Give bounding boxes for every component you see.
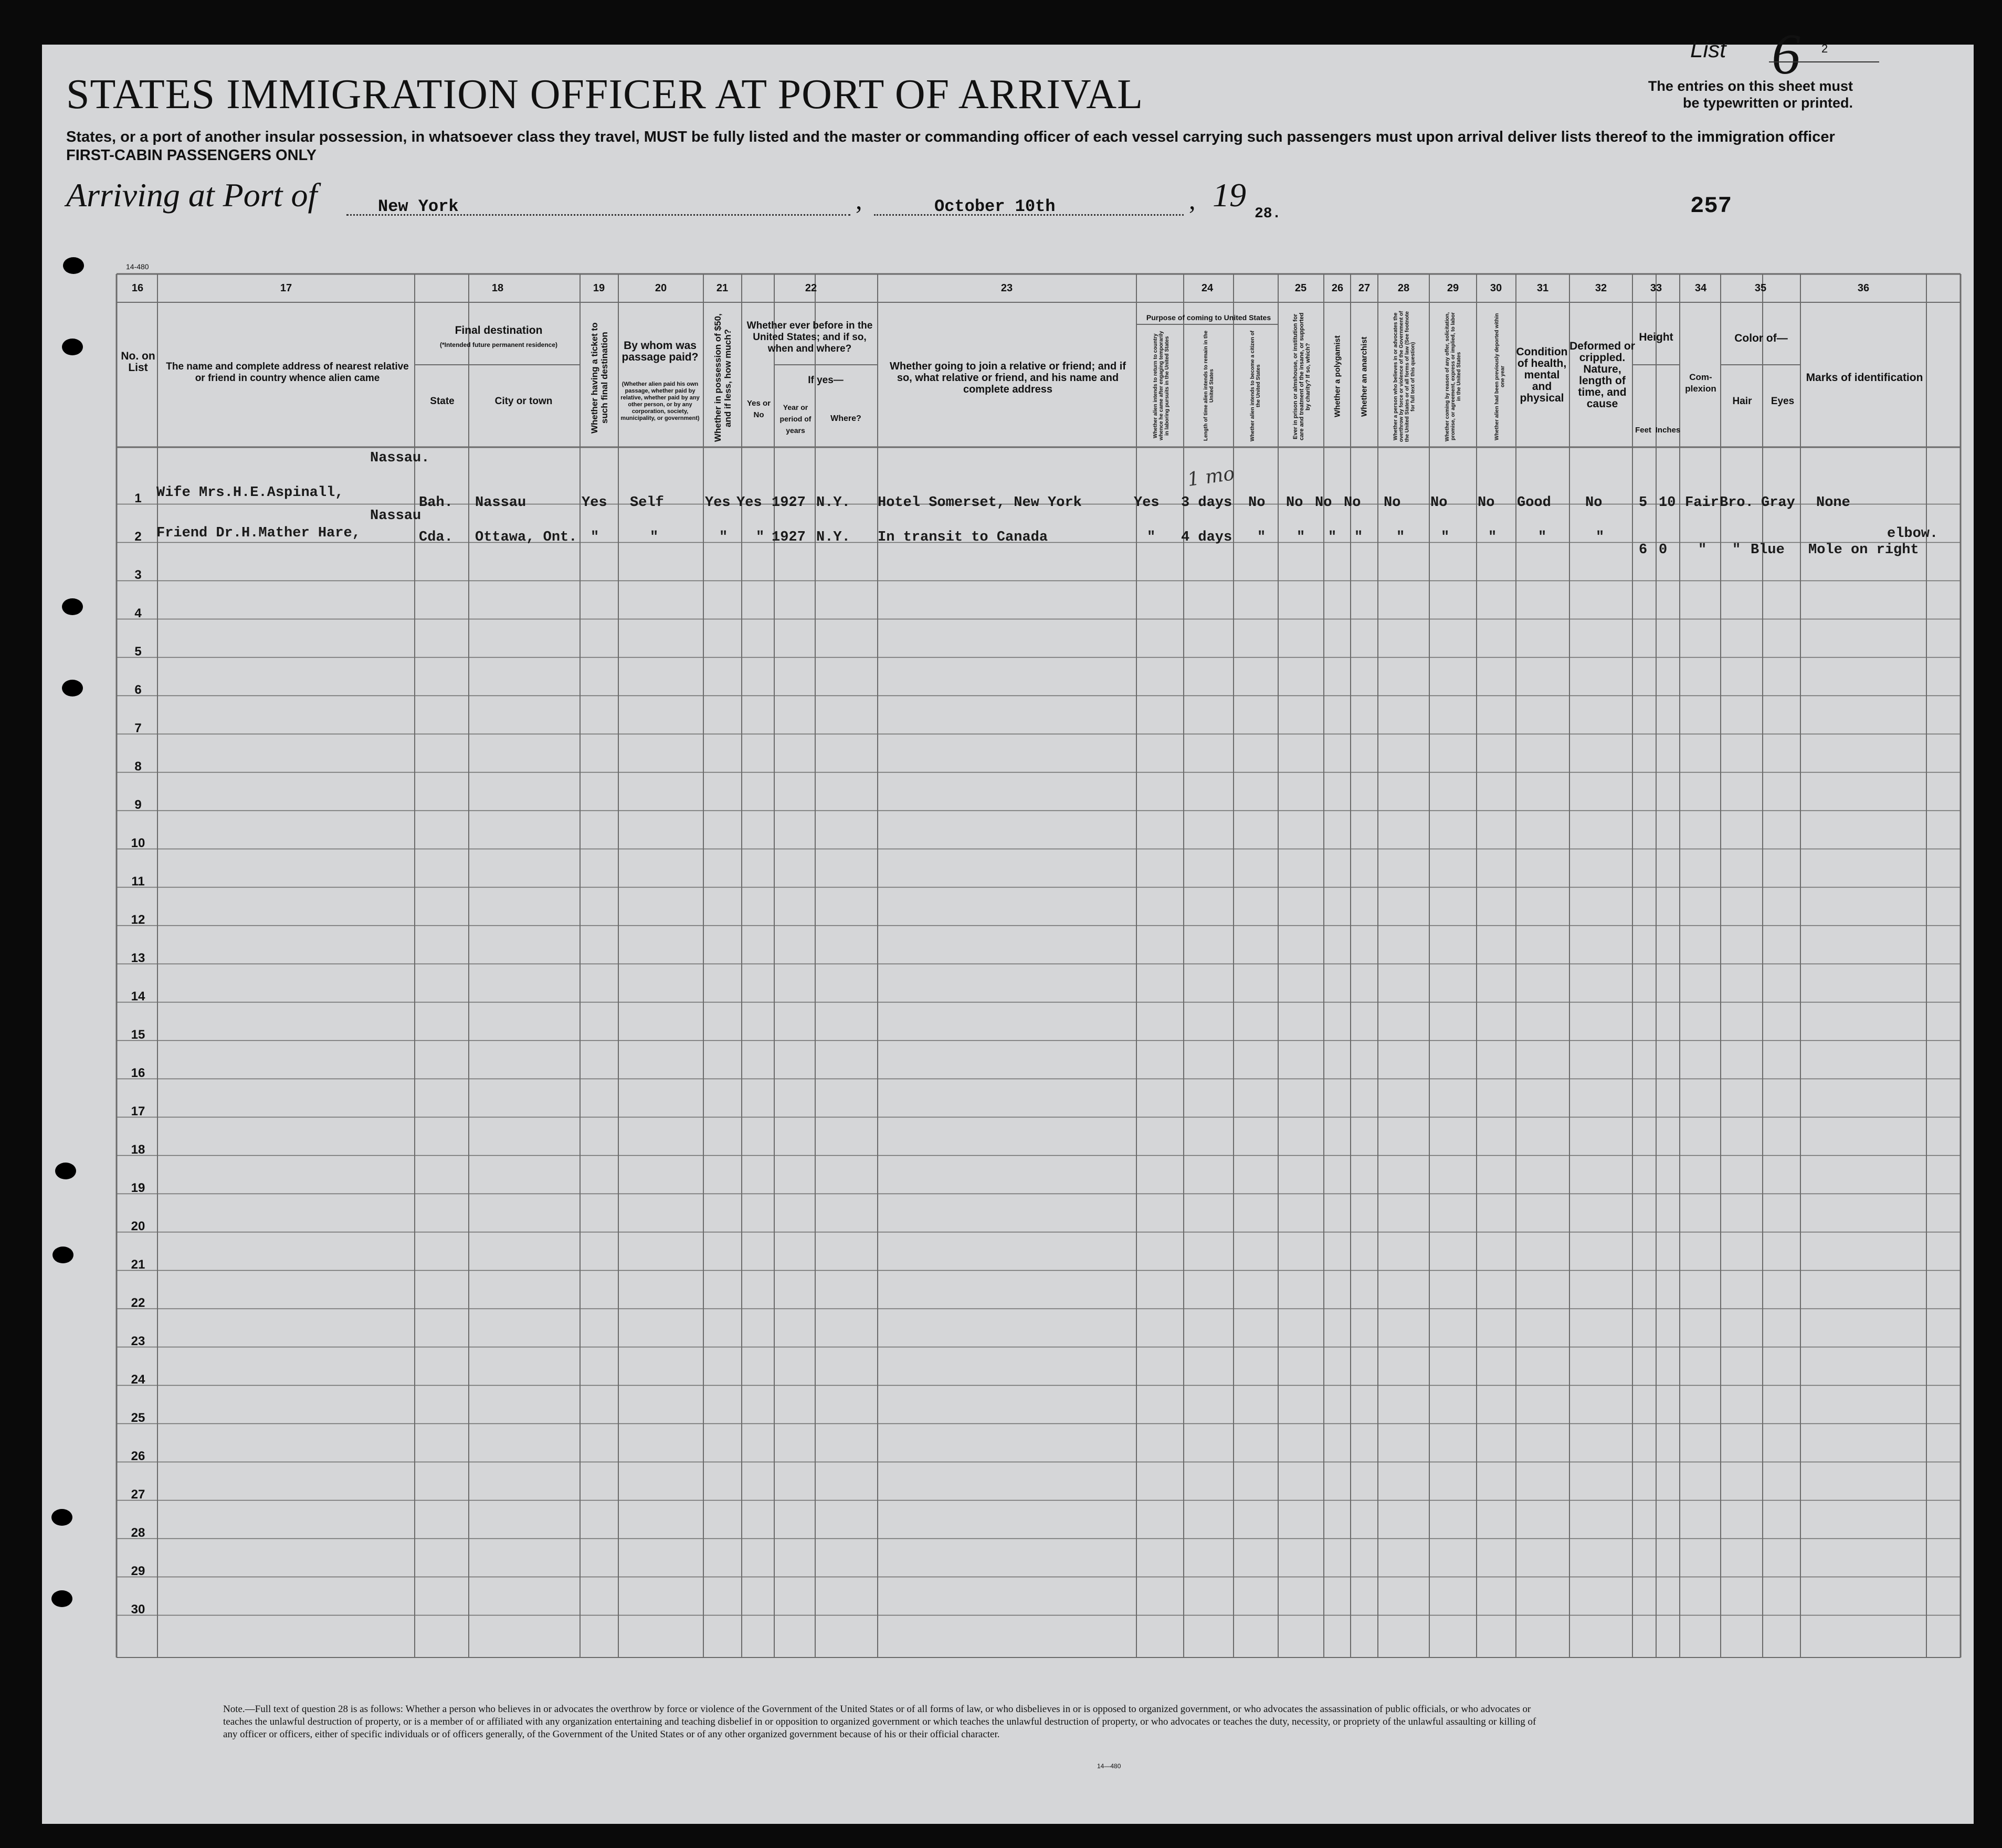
column-number: 35	[1754, 282, 1767, 294]
header-where: Where?	[830, 414, 861, 423]
row2-has-50: "	[719, 530, 728, 545]
column-number: 18	[491, 282, 504, 294]
row1-health: Good	[1517, 495, 1551, 511]
column-number: 24	[1201, 282, 1214, 294]
row1-state: Bah.	[419, 495, 453, 511]
row-number: 26	[131, 1449, 145, 1463]
header-complexion: Com-plexion	[1685, 372, 1716, 394]
row2-marks: Mole on right	[1808, 542, 1919, 558]
row1-year: 1927	[772, 495, 806, 511]
row2-citizen: "	[1257, 530, 1266, 545]
row1-relative-city: Nassau.	[370, 450, 430, 466]
column-number: 20	[655, 282, 667, 294]
header-fifty-dollars: Whether in possession of $50, and if less, how much?	[713, 313, 733, 442]
typewritten-note: The entries on this sheet must be typewritten or printed.	[1648, 78, 1853, 111]
header-citizen: Whether alien intends to become a citizen of the United States	[1250, 330, 1261, 441]
binder-hole	[55, 1163, 76, 1179]
header-if-yes: If yes—	[808, 375, 844, 386]
header-feet: Feet	[1635, 426, 1651, 435]
row-number: 21	[131, 1258, 145, 1272]
header-question-28: Whether a person who believes in or advocates the overthrow by force or violence of the Government of the United States or of all forms of law (See footnote for full text of this question)	[1393, 311, 1416, 442]
column-number: 17	[280, 282, 292, 294]
row1-paid-by: Self	[630, 495, 664, 511]
row2-relative-city: Nassau	[370, 508, 422, 524]
row-number: 10	[131, 836, 145, 850]
row1-anarchist: No	[1344, 495, 1361, 511]
row1-before: Yes	[736, 495, 762, 511]
column-number: 31	[1536, 282, 1549, 294]
binder-hole	[62, 598, 83, 615]
row1-q30: No	[1478, 495, 1495, 511]
header-question-29: Whether coming by reason of any offer, solicitation, promise, or agreement, express or implied, to labor in the United States	[1445, 312, 1462, 441]
header-polygamist: Whether a polygamist	[1333, 335, 1342, 418]
row-number: 18	[131, 1143, 145, 1157]
row-number: 20	[131, 1219, 145, 1233]
row2-ticket: "	[591, 530, 599, 545]
row-number: 16	[131, 1066, 145, 1080]
header-ticket: Whether having a ticket to such final destination	[589, 322, 609, 434]
row2-polygamist: "	[1328, 530, 1337, 545]
binder-hole	[62, 680, 83, 696]
header-no-on-list: No. on List	[121, 350, 155, 374]
row-number: 22	[131, 1296, 145, 1310]
arriving-label: Arriving at Port of	[66, 176, 318, 214]
row-number: 6	[134, 683, 142, 697]
row-number: 5	[134, 645, 142, 659]
row-number: 11	[131, 874, 145, 889]
footnote: Note.—Full text of question 28 is as follows: Whether a person who believes in or advocates the overthrow by force or violence of the Government of the United States or of all forms of law, or who disbelieves in or is opposed to organized government, or who advocates the assassination of public officials, or who advocates or teaches the unlawful destruction of property, or is a member of or affiliated with any organization entertaining and teaching disbelief in or opposition to organized government or which teaches the unlawful destruction of property, or who advocates or teaches the duty, necessity, or propriety of the unlawful assaulting or killing of any officer or officers, either of specific individuals or of officers generally, of the Government of the United States or of any other organized government because of his or their official character.	[223, 1704, 1536, 1740]
row-number: 14	[131, 989, 145, 1004]
row-number: 29	[131, 1564, 145, 1578]
row1-city: Nassau	[475, 495, 526, 511]
header-nearest-relative: The name and complete address of nearest relative or friend in country whence alien came	[166, 361, 409, 384]
binder-hole	[62, 339, 83, 355]
comma: ,	[1189, 185, 1196, 215]
row-number: 25	[131, 1411, 145, 1425]
row-number: 2	[134, 530, 142, 544]
column-number: 27	[1358, 282, 1371, 294]
header-inches: Inches	[1655, 426, 1681, 435]
header-eyes: Eyes	[1771, 396, 1795, 407]
row2-q30: "	[1488, 530, 1497, 545]
row2-length: 4 days	[1181, 530, 1232, 545]
header-color: Color of—	[1734, 332, 1788, 344]
row-number: 9	[134, 798, 142, 812]
row-number: 19	[131, 1181, 145, 1195]
row2-inches: 0	[1659, 542, 1668, 558]
row-number: 30	[131, 1602, 145, 1617]
row1-polygamist: No	[1315, 495, 1332, 511]
row-number: 17	[131, 1104, 145, 1118]
row2-hair: "	[1732, 542, 1741, 558]
row2-marks-extra: elbow.	[1887, 526, 1938, 542]
header-year: Year or period of years	[779, 403, 812, 435]
row2-health: "	[1538, 530, 1547, 545]
column-number: 33	[1650, 282, 1662, 294]
row1-prison: No	[1286, 495, 1303, 511]
row-number: 3	[134, 568, 142, 582]
row2-deformed: "	[1596, 530, 1605, 545]
page-title: STATES IMMIGRATION OFFICER AT PORT OF ARRIVAL	[66, 71, 1143, 118]
row1-length: 3 days	[1181, 495, 1232, 511]
row2-year: 1927	[772, 530, 806, 545]
column-number: 19	[593, 282, 605, 294]
header-health: Condition of health, mental and physical	[1516, 346, 1568, 404]
column-number: 29	[1447, 282, 1459, 294]
column-number: 34	[1694, 282, 1707, 294]
row1-joining: Hotel Somerset, New York	[878, 495, 1082, 511]
header-purpose: Purpose of coming to United States	[1146, 313, 1271, 322]
header-yes-no: Yes or No	[746, 399, 771, 419]
year-suffix: 28.	[1255, 206, 1281, 222]
row2-city: Ottawa, Ont.	[475, 530, 577, 545]
column-number: 32	[1595, 282, 1607, 294]
footnote-code: 14—480	[1097, 1762, 1121, 1770]
row1-citizen: No	[1248, 495, 1266, 511]
row1-inches: 10	[1659, 495, 1676, 511]
row2-where: N.Y.	[816, 530, 850, 545]
column-number: 21	[716, 282, 729, 294]
header-city: City or town	[494, 396, 553, 407]
header-deported: Whether alien had been previously deported within one year	[1494, 313, 1506, 440]
row1-return: Yes	[1134, 495, 1160, 511]
row-number: 8	[134, 759, 142, 774]
header-ever-before: Whether ever before in the United States; and if so, when and where?	[746, 320, 873, 354]
list-sub: 2	[1821, 42, 1828, 55]
manifest-sheet	[42, 45, 1974, 1824]
header-marks: Marks of identification	[1806, 372, 1923, 384]
row1-deformed: No	[1585, 495, 1603, 511]
header-joining: Whether going to join a relative or friend; and if so, what relative or friend, and his name and complete address	[889, 361, 1126, 395]
row1-feet: 5	[1639, 495, 1648, 511]
row1-relative: Wife Mrs.H.E.Aspinall,	[156, 485, 344, 501]
column-number: 36	[1857, 282, 1870, 294]
column-number: 30	[1490, 282, 1502, 294]
row2-q29: "	[1441, 530, 1450, 545]
header-height: Height	[1639, 331, 1673, 343]
column-number: 26	[1331, 282, 1344, 294]
row-number: 7	[134, 721, 142, 735]
row1-complexion: Fair	[1685, 495, 1719, 511]
page-number: 257	[1690, 193, 1732, 219]
header-final-destination-note: (*Intended future permanent residence)	[439, 341, 558, 349]
list-label: List	[1690, 37, 1726, 62]
list-underline	[1769, 61, 1879, 62]
list-number: 6	[1772, 22, 1800, 86]
intro-text: States, or a port of another insular possession, in whatsoever class they travel, MUST be fully listed and the master or commanding officer of each vessel carrying such passengers must upon arrival deliver lists thereof to the immigration officer	[66, 129, 1835, 145]
year-prefix: 19	[1213, 176, 1246, 214]
row-number: 28	[131, 1526, 145, 1540]
row2-anarchist: "	[1354, 530, 1363, 545]
row-number: 15	[131, 1028, 145, 1042]
binder-hole	[63, 257, 84, 274]
header-passage-note: (Whether alien paid his own passage, whether paid by relative, whether paid by any other person, or by any corporation, society, municipality, or government)	[620, 381, 700, 421]
comma: ,	[856, 185, 862, 215]
handwritten-annotation: 1 mo	[1186, 462, 1236, 491]
row1-where: N.Y.	[816, 495, 850, 511]
header-deformed: Deformed or crippled. Nature, length of time, and cause	[1569, 340, 1635, 410]
header-return: Whether alien intends to return to country whence he came after engaging temporarily in laboring pursuits in the United States	[1153, 331, 1170, 441]
row2-feet: 6	[1639, 542, 1648, 558]
row2-state: Cda.	[419, 530, 453, 545]
form-code: 14-480	[126, 262, 149, 271]
binder-hole	[51, 1590, 72, 1607]
binder-hole	[51, 1509, 72, 1526]
row2-before: "	[756, 530, 765, 545]
row2-relative: Friend Dr.H.Mather Hare,	[156, 525, 361, 541]
port-value: New York	[378, 197, 459, 216]
binder-hole	[52, 1247, 73, 1263]
cabin-class: FIRST-CABIN PASSENGERS ONLY	[66, 147, 317, 164]
column-number: 23	[1000, 282, 1013, 294]
row-number: 1	[134, 491, 142, 505]
row2-prison: "	[1297, 530, 1305, 545]
row1-q29: No	[1430, 495, 1448, 511]
row-number: 13	[131, 951, 145, 965]
header-length: Length of time alien intends to remain in the United States	[1203, 331, 1215, 441]
row2-return: "	[1147, 530, 1156, 545]
header-final-destination: Final destination	[455, 324, 543, 336]
row1-marks: None	[1816, 495, 1850, 511]
row1-q28: No	[1384, 495, 1401, 511]
row2-q28: "	[1396, 530, 1405, 545]
row-number: 23	[131, 1334, 145, 1348]
column-number: 22	[805, 282, 817, 294]
row1-ticket: Yes	[582, 495, 607, 511]
row-number: 27	[131, 1487, 145, 1502]
header-hair: Hair	[1732, 396, 1752, 407]
row1-hair: Bro.	[1720, 495, 1754, 511]
row-number: 12	[131, 913, 145, 927]
column-number: 28	[1397, 282, 1410, 294]
row1-has-50: Yes	[705, 495, 731, 511]
row2-paid-by: "	[650, 530, 659, 545]
row-number: 24	[131, 1372, 145, 1387]
row1-eyes: Gray	[1761, 495, 1795, 511]
column-number: 25	[1294, 282, 1307, 294]
date-value: October 10th	[934, 197, 1056, 216]
header-passage-paid: By whom was passage paid?	[621, 340, 699, 363]
row2-joining: In transit to Canada	[878, 530, 1048, 545]
header-anarchist: Whether an anarchist	[1360, 336, 1369, 417]
header-prison: Ever in prison or almshouse, or institution for care and treatment of the insane, or supported by charity? If so, which?	[1292, 312, 1311, 441]
header-state: State	[430, 396, 455, 407]
row2-eyes: Blue	[1751, 542, 1785, 558]
column-number: 16	[131, 282, 144, 294]
row2-complexion: "	[1698, 542, 1707, 558]
row-number: 4	[134, 606, 142, 620]
